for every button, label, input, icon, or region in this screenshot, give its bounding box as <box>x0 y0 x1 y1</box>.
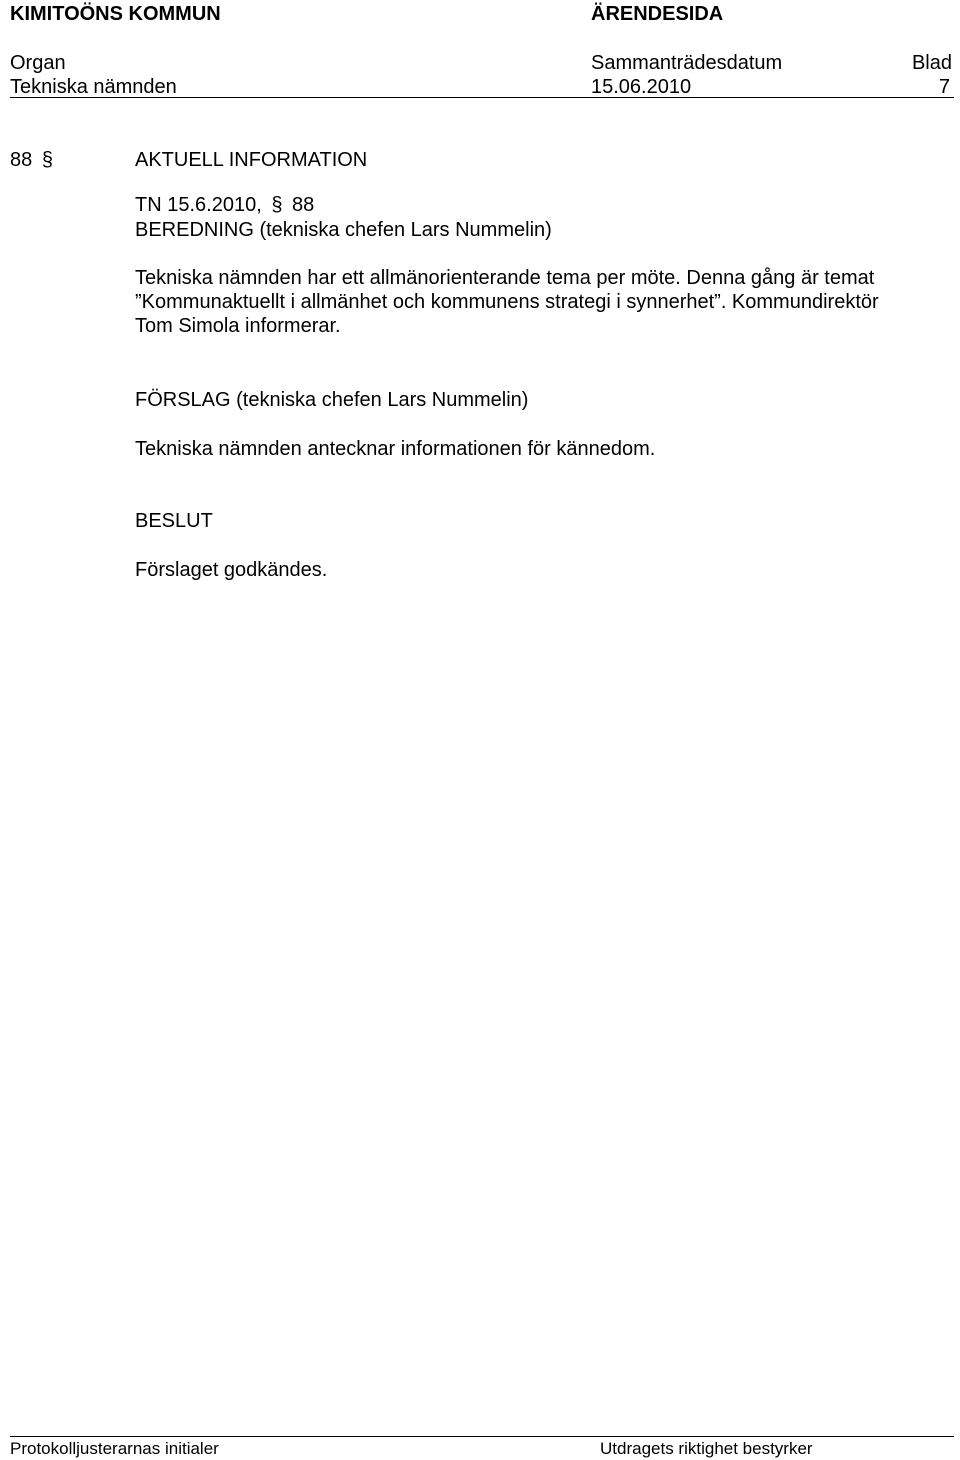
item-heading <box>10 148 53 172</box>
forslag-heading: FÖRSLAG (tekniska chefen Lars Nummelin) <box>135 389 529 411</box>
date-label: Sammanträdesdatum <box>591 52 783 74</box>
section-sign: § <box>41 149 53 171</box>
footer-initials-label: Protokolljusterarnas initialer <box>10 1439 219 1458</box>
municipality-name: KIMITOÖNS KOMMUN <box>10 3 221 25</box>
beslut-text: Förslaget godkändes. <box>135 559 328 581</box>
forslag-text: Tekniska nämnden antecknar informationen för kännedom. <box>135 438 656 460</box>
paragraph-line-2: ”Kommunaktuellt i allmänhet och kommunens strategi i synnerhet”. Kommundirektör <box>135 291 879 313</box>
page-number: 7 <box>938 76 950 98</box>
organ-label: Organ <box>10 52 66 74</box>
page-label: Blad <box>911 52 952 74</box>
item-number: 88 <box>10 149 33 171</box>
item-title: AKTUELL INFORMATION <box>135 149 368 171</box>
footer-certification-label: Utdragets riktighet bestyrker <box>600 1439 813 1458</box>
paragraph-line-3: Tom Simola informerar. <box>135 315 341 337</box>
beredning-heading: BEREDNING (tekniska chefen Lars Nummelin) <box>135 219 552 241</box>
header-divider <box>10 97 954 98</box>
organ-value: Tekniska nämnden <box>10 76 177 98</box>
document-type: ÄRENDESIDA <box>591 3 724 25</box>
reference-section-sign: § <box>271 194 283 216</box>
footer-divider <box>10 1436 954 1437</box>
beslut-heading: BESLUT <box>135 510 213 532</box>
date-value: 15.06.2010 <box>591 76 692 98</box>
reference-number: 88 <box>292 194 315 216</box>
paragraph-line-1: Tekniska nämnden har ett allmänorienterande tema per möte. Denna gång är temat <box>135 267 875 289</box>
reference-prefix: TN 15.6.2010, <box>135 194 262 216</box>
reference-line <box>135 193 314 217</box>
